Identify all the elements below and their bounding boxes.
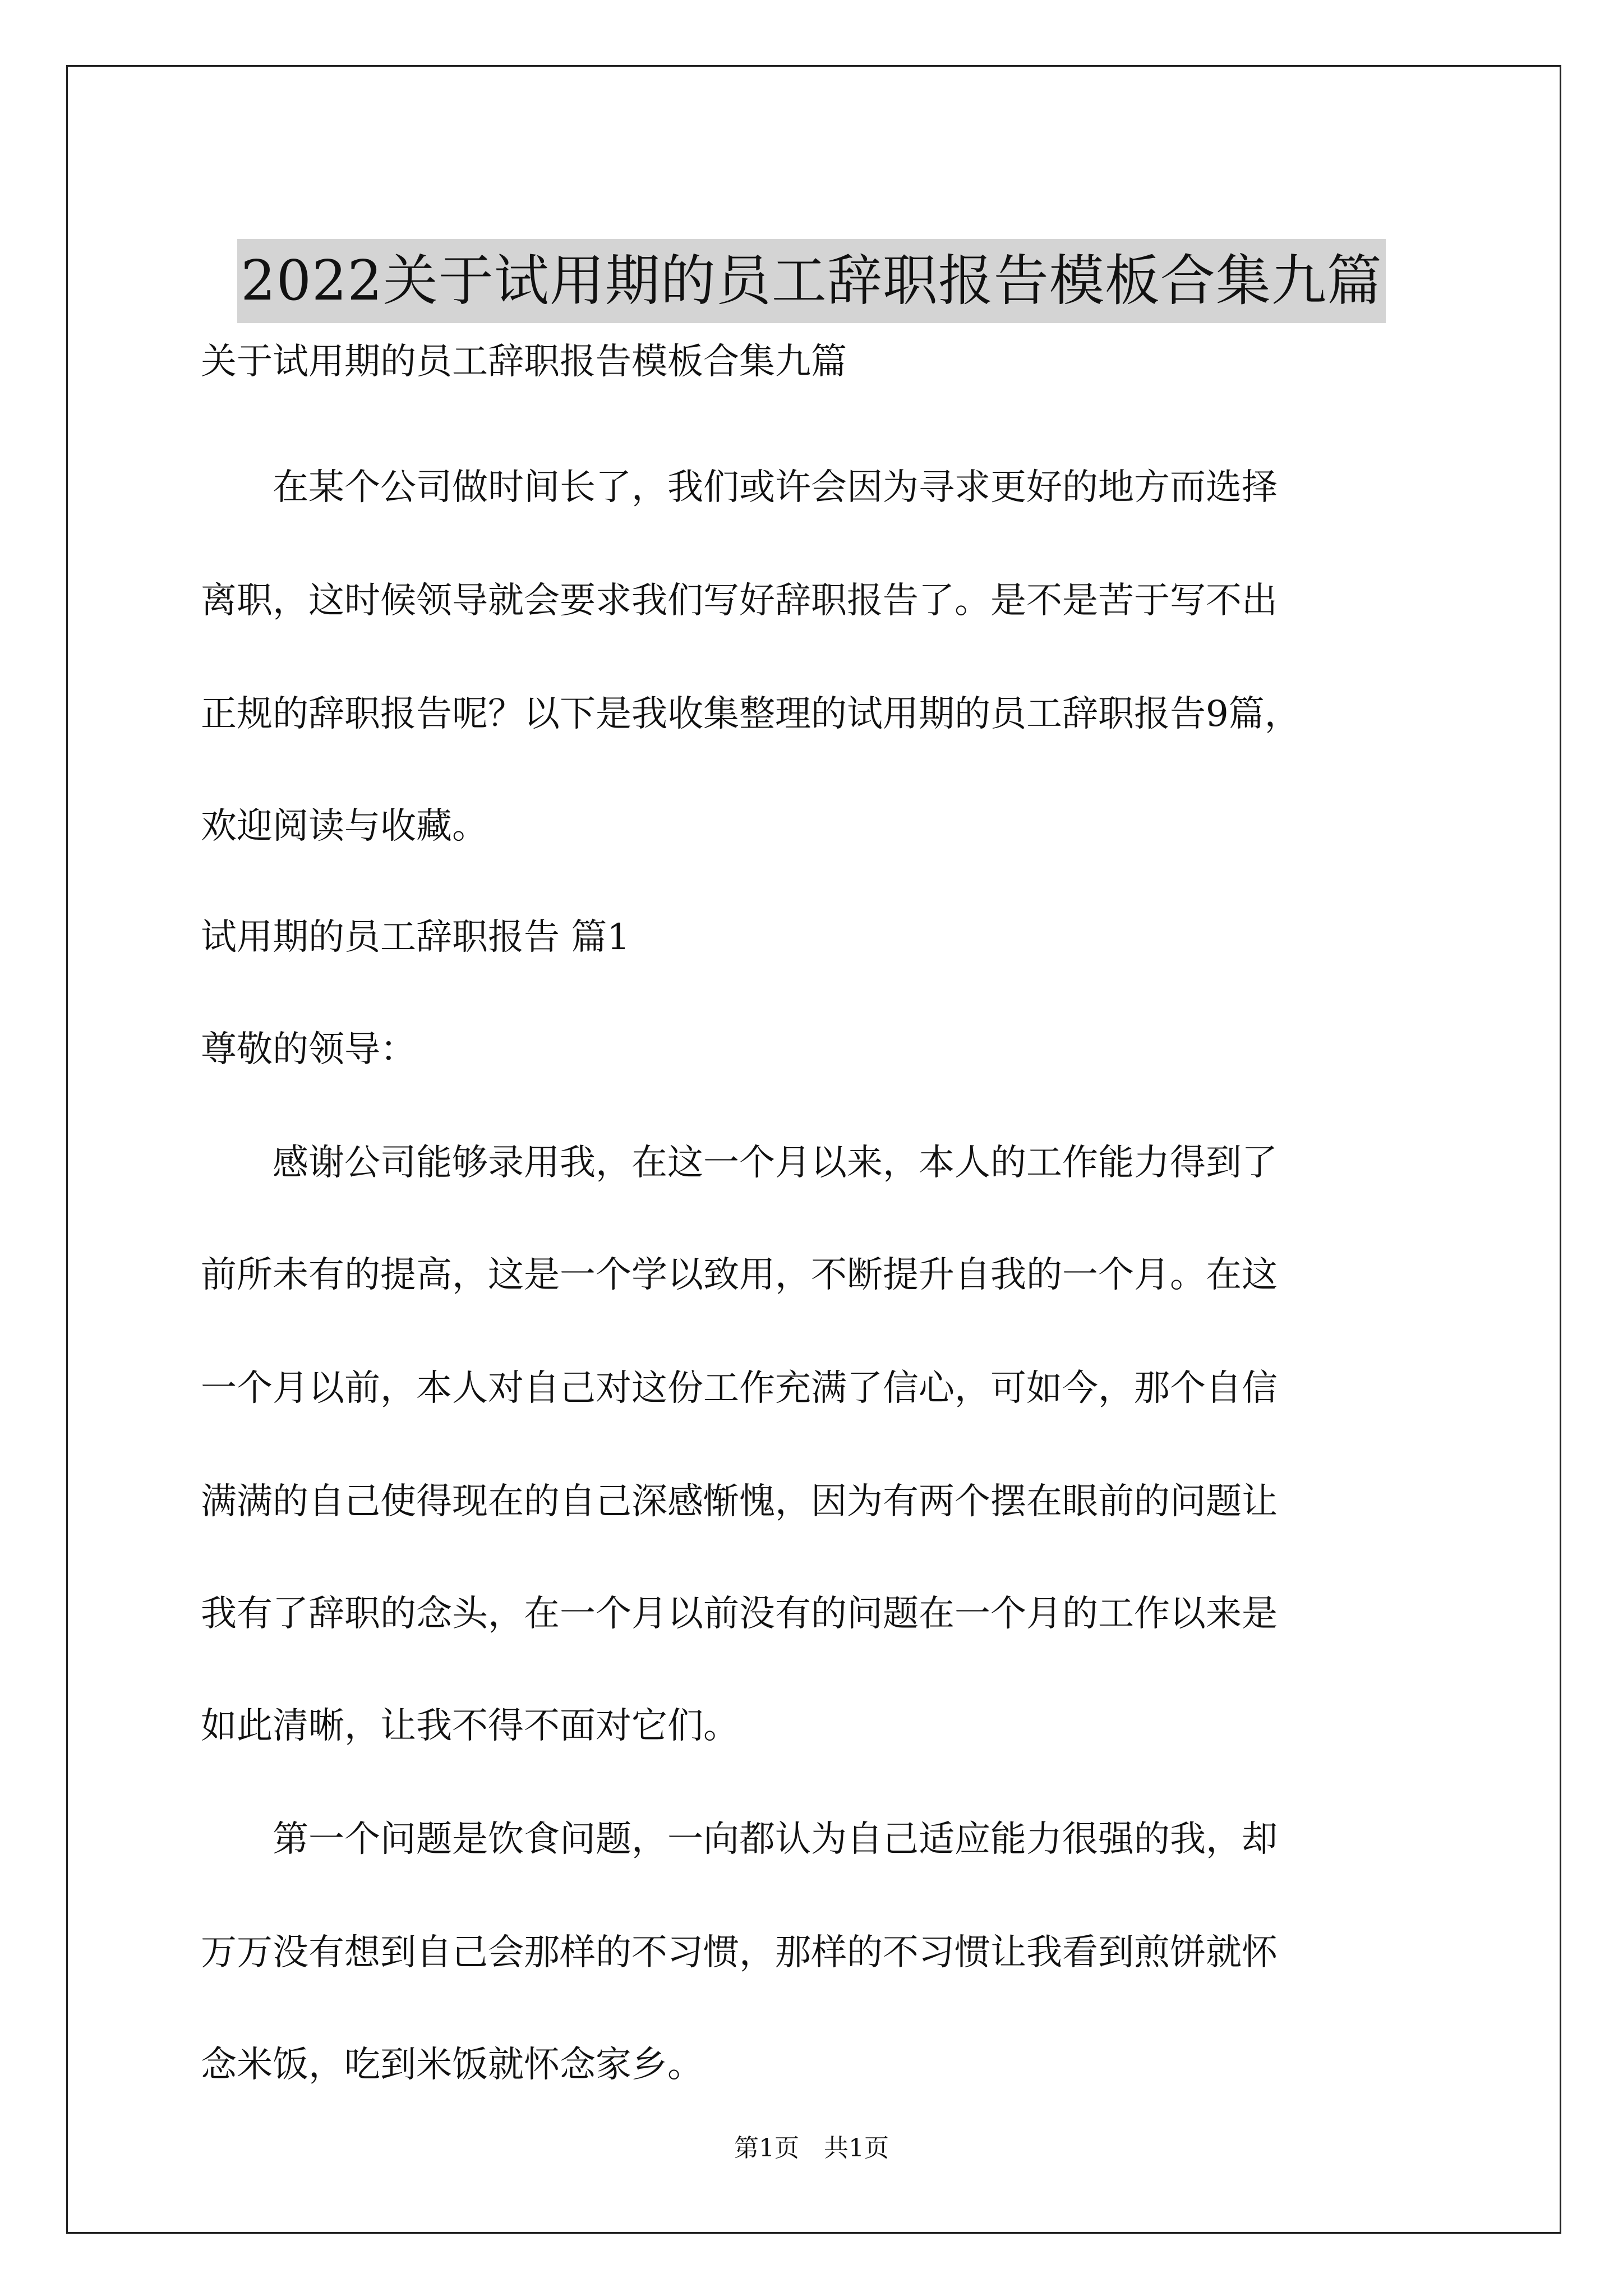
paragraph-line: 如此清晰，让我不得不面对它们。 [201, 1705, 739, 1747]
paragraph-line: 前所未有的提高，这是一个学以致用，不断提升自我的一个月。在这 [201, 1254, 1278, 1296]
salutation-line: 尊敬的领导： [201, 1029, 416, 1070]
paragraph-line: 在某个公司做时间长了，我们或许会因为寻求更好的地方而选择 [201, 467, 1278, 508]
paragraph-line: 感谢公司能够录用我，在这一个月以来，本人的工作能力得到了 [201, 1142, 1278, 1184]
page-footer: 第1页 共1页 [734, 2134, 889, 2162]
paragraph-line: 离职，这时候领导就会要求我们写好辞职报告了。是不是苦于写不出 [201, 580, 1278, 622]
paragraph-line: 我有了辞职的念头，在一个月以前没有的问题在一个月的工作以来是 [201, 1593, 1278, 1635]
paragraph-line: 正规的辞职报告呢？以下是我收集整理的试用期的员工辞职报告9篇， [201, 693, 1301, 735]
paragraph-line: 满满的自己使得现在的自己深感惭愧，因为有两个摆在眼前的问题让 [201, 1481, 1278, 1522]
paragraph-line: 念米饭，吃到米饭就怀念家乡。 [201, 2044, 703, 2086]
subtitle-line: 关于试用期的员工辞职报告模板合集九篇 [201, 341, 847, 383]
document-title: 2022关于试用期的员工辞职报告模板合集九篇 [237, 239, 1385, 323]
section-heading: 试用期的员工辞职报告 篇1 [201, 917, 630, 958]
paragraph-line: 万万没有想到自己会那样的不习惯，那样的不习惯让我看到煎饼就怀 [201, 1932, 1278, 1973]
paragraph-line: 一个月以前，本人对自己对这份工作充满了信心，可如今，那个自信 [201, 1368, 1278, 1409]
paragraph-line: 第一个问题是饮食问题，一向都认为自己适应能力很强的我，却 [201, 1819, 1278, 1860]
paragraph-line: 欢迎阅读与收藏。 [201, 806, 488, 847]
